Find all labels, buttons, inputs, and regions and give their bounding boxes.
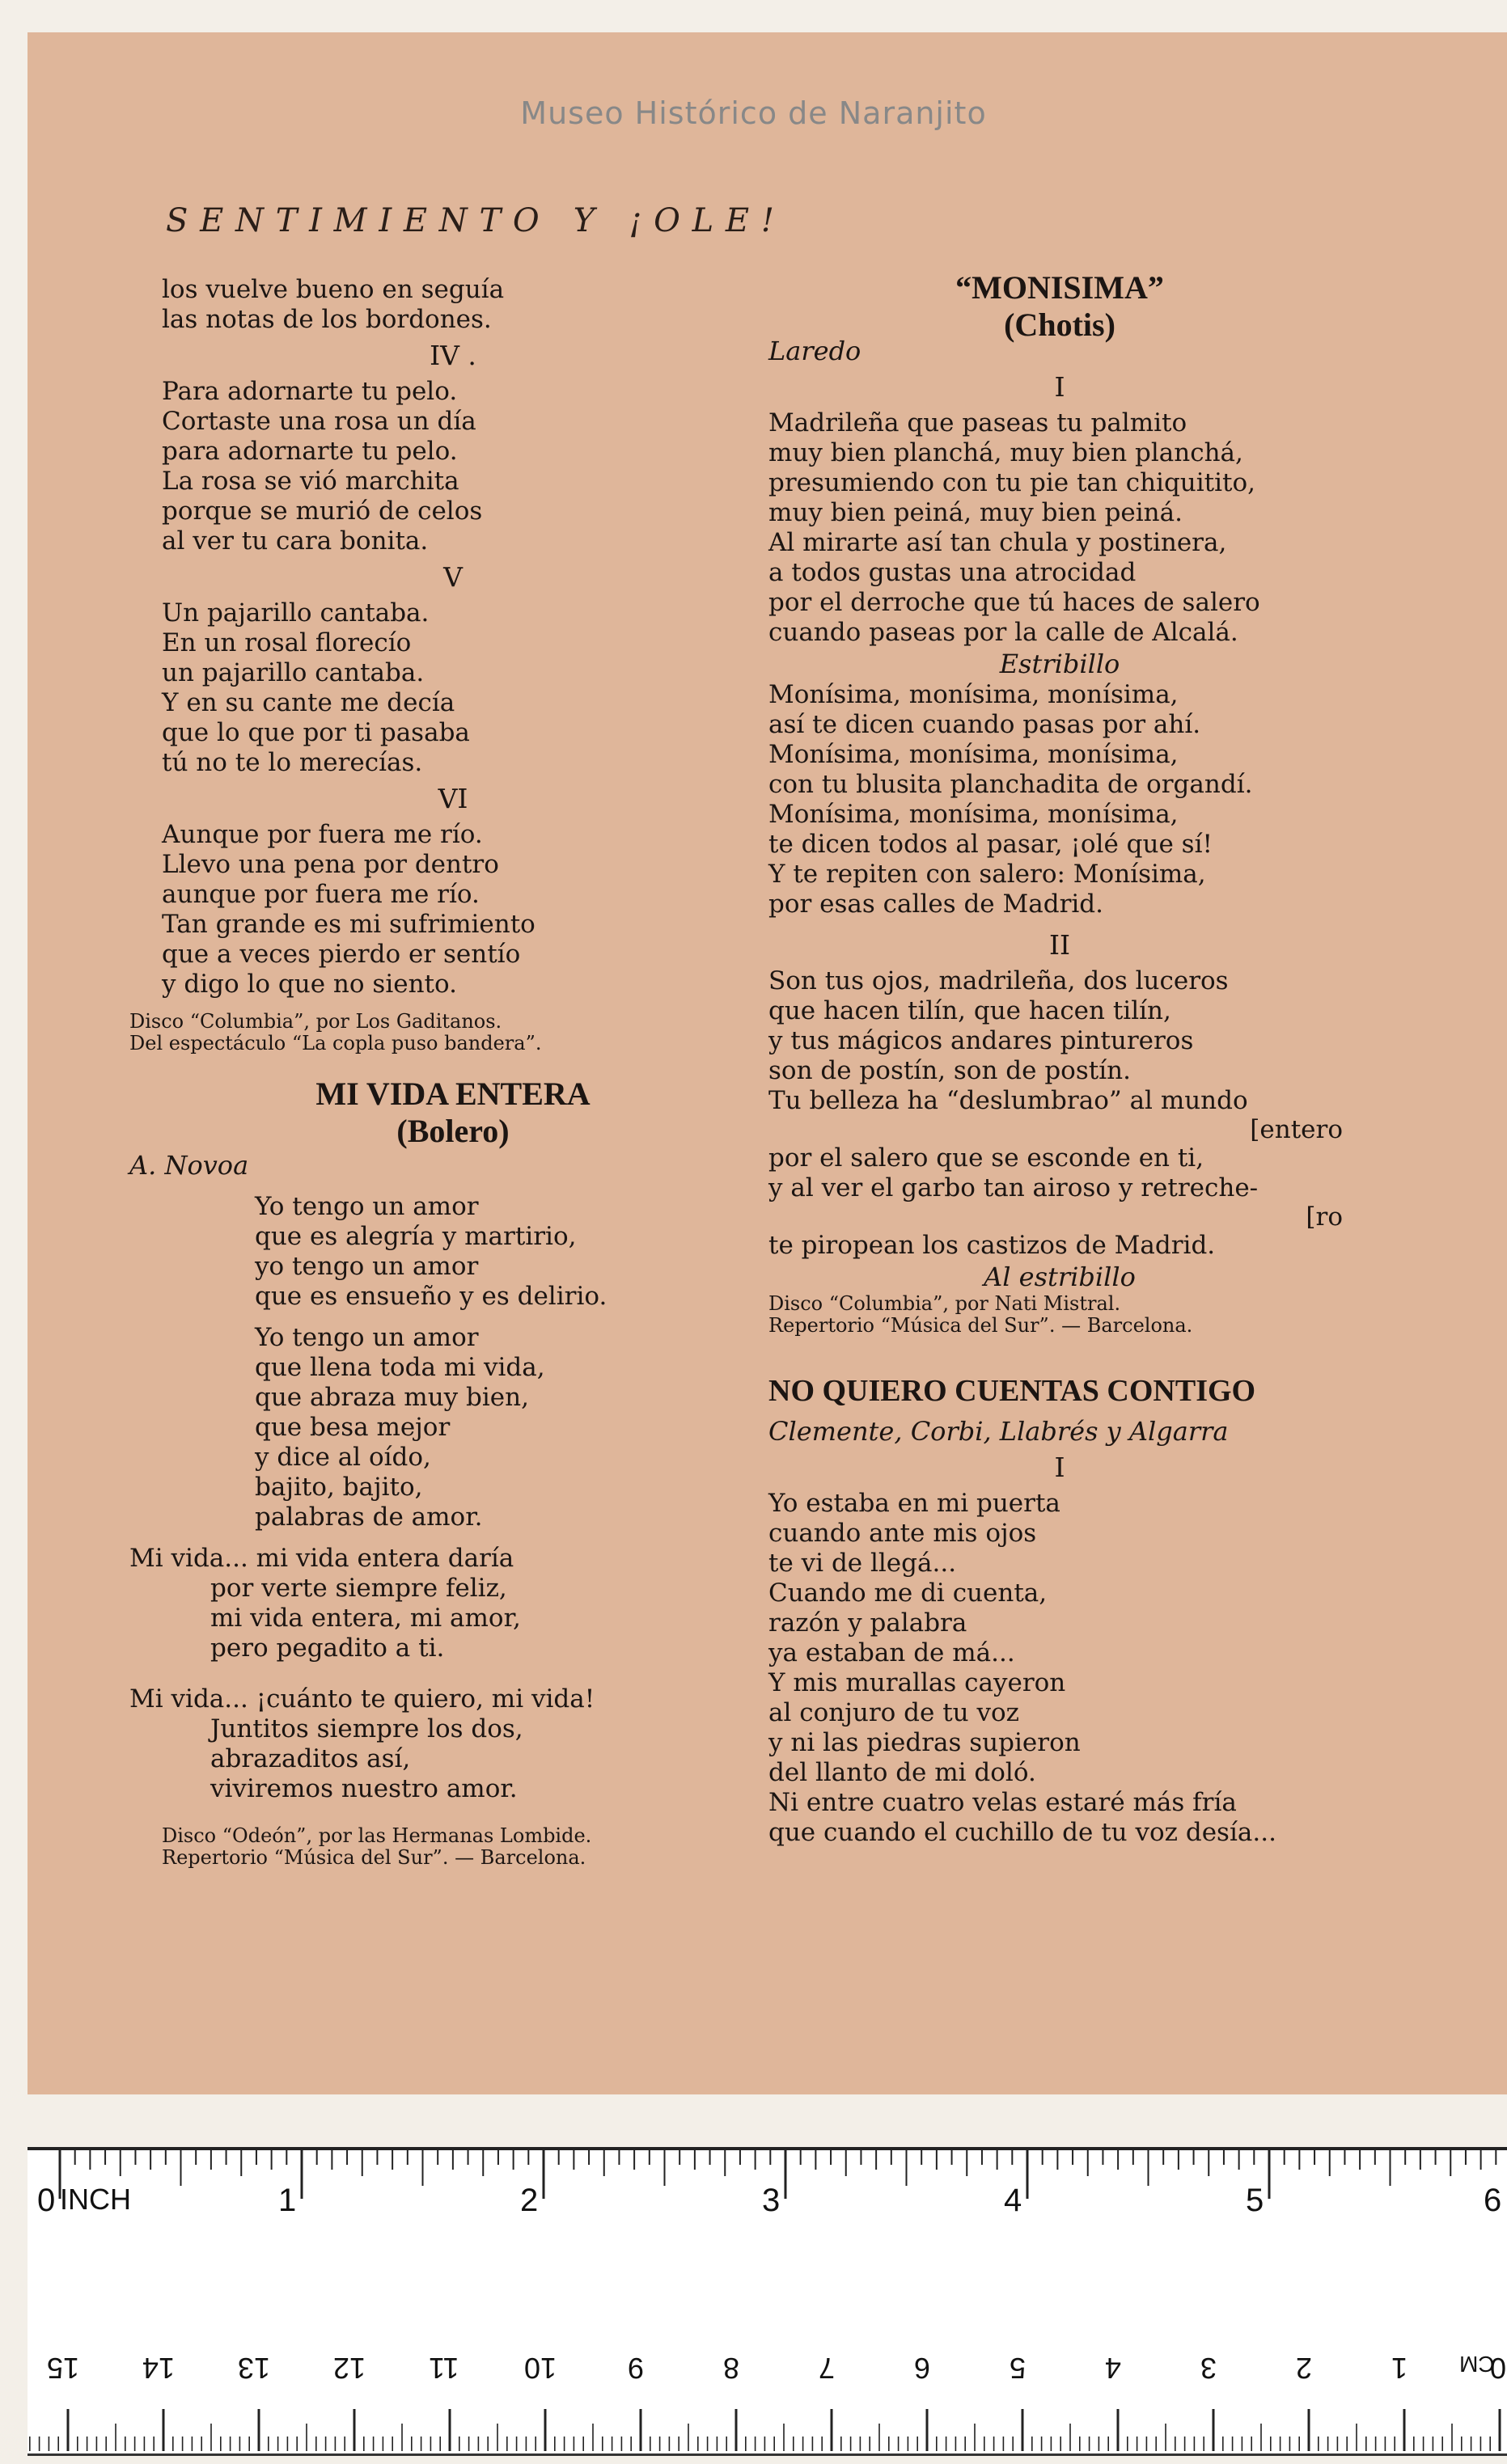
song-author: A. Novoa — [129, 1150, 249, 1181]
cm-label: CM — [1459, 2352, 1495, 2377]
cm-number: 5 — [1010, 2352, 1027, 2385]
verse-line: Yo tengo un amor — [255, 1192, 479, 1221]
cm-number: 15 — [47, 2352, 80, 2385]
inch-number: 4 — [1004, 2183, 1022, 2218]
verse-line: Aunque por fuera me río. — [162, 820, 483, 849]
bracket-continuation: [ro — [1306, 1202, 1343, 1232]
verse-line: Tu belleza ha “deslumbrao” al mundo — [768, 1086, 1248, 1115]
credit-line: Disco “Columbia”, por Nati Mistral. — [768, 1292, 1121, 1315]
verse-line: Y te repiten con salero: Monísima, — [768, 860, 1206, 889]
verse-line: y al ver el garbo tan airoso y retreche- — [768, 1173, 1259, 1202]
verse-line: Yo tengo un amor — [255, 1323, 479, 1352]
song-subtitle: (Bolero) — [396, 1113, 510, 1149]
verse-line: palabras de amor. — [255, 1502, 483, 1532]
verse-line: las notas de los bordones. — [162, 305, 492, 334]
verse-line: que es ensueño y es delirio. — [255, 1282, 607, 1311]
left-column — [129, 275, 744, 1869]
verse-line: Monísima, monísima, monísima, — [768, 740, 1179, 769]
inch-number: 6 — [1484, 2183, 1502, 2218]
inch-number: 2 — [520, 2183, 539, 2218]
verse-line: los vuelve bueno en seguía — [162, 275, 505, 304]
verse-line: así te dicen cuando pasas por ahí. — [768, 710, 1201, 739]
song-title: NO QUIERO CUENTAS CONTIGO — [768, 1374, 1256, 1408]
chorus — [768, 680, 1351, 919]
cm-number: 1 — [1391, 2352, 1408, 2385]
inch-label: INCH — [60, 2183, 131, 2216]
verse-line: razón y palabra — [768, 1608, 967, 1638]
intro-stanza — [162, 275, 744, 335]
cm-number: 3 — [1200, 2352, 1217, 2385]
verse-2 — [162, 1323, 744, 1532]
record-credit — [162, 1825, 744, 1869]
verse-line: Y mis murallas cayeron — [768, 1668, 1066, 1697]
verse-2 — [768, 966, 1351, 1261]
verse-line: mi vida entera, mi amor, — [210, 1604, 521, 1633]
verse-line: Ni entre cuatro velas estaré más fría — [768, 1788, 1237, 1817]
verse-line: Mi vida... ¡cuánto te quiero, mi vida! — [129, 1684, 595, 1714]
stanza-numeral: IV . — [430, 340, 476, 371]
stanza-v — [162, 598, 744, 778]
verse-line: te vi de llegá... — [768, 1549, 957, 1578]
chorus-1 — [129, 1544, 744, 1663]
credit-line: Repertorio “Música del Sur”. — Barcelona. — [162, 1846, 586, 1869]
verse-line: por el salero que se esconde en ti, — [768, 1143, 1204, 1173]
cm-number: 11 — [429, 2352, 459, 2385]
verse-line: Cortaste una rosa un día — [162, 407, 476, 436]
verse-line: que cuando el cuchillo de tu voz desía... — [768, 1818, 1276, 1847]
verse-line: Juntitos siempre los dos, — [210, 1714, 523, 1743]
cm-number: 14 — [142, 2352, 176, 2385]
credit-line: Disco “Columbia”, por Los Gaditanos. — [129, 1010, 502, 1033]
verse-line: por el derroche que tú haces de salero — [768, 588, 1260, 617]
verse-line: muy bien peiná, muy bien peiná. — [768, 498, 1183, 527]
verse-line: y tus mágicos andares pintureros — [768, 1026, 1194, 1055]
verse-line: Para adornarte tu pelo. — [162, 377, 458, 406]
verse-line: yo tengo un amor — [255, 1252, 479, 1281]
verse-line: que a veces pierdo er sentío — [162, 940, 521, 969]
song-title: MI VIDA ENTERA — [315, 1076, 591, 1112]
record-credit — [129, 1011, 744, 1054]
stanza-numeral: II — [1048, 929, 1071, 961]
song-author: Laredo — [768, 336, 861, 366]
cm-number: 9 — [628, 2352, 645, 2385]
verse-line: al ver tu cara bonita. — [162, 526, 429, 556]
verse-line: viviremos nuestro amor. — [210, 1774, 518, 1803]
al-estribillo: Al estribillo — [984, 1262, 1136, 1292]
verse-line: al conjuro de tu voz — [768, 1698, 1019, 1727]
verse-line: bajito, bajito, — [255, 1473, 423, 1502]
verse-line: un pajarillo cantaba. — [162, 658, 425, 687]
verse-1 — [768, 408, 1351, 648]
verse-line: Un pajarillo cantaba. — [162, 598, 430, 628]
credit-line: Disco “Odeón”, por las Hermanas Lombide. — [162, 1824, 592, 1847]
song-subtitle: (Chotis) — [1004, 306, 1115, 343]
verse-line: muy bien planchá, muy bien planchá, — [768, 438, 1243, 467]
verse-line: Cuando me di cuenta, — [768, 1579, 1048, 1608]
verse-line: que llena toda mi vida, — [255, 1353, 545, 1382]
record-credit — [768, 1293, 1351, 1337]
verse-line: y ni las piedras supieron — [768, 1728, 1081, 1757]
verse-line: a todos gustas una atrocidad — [768, 558, 1137, 587]
verse-line: Madrileña que paseas tu palmito — [768, 408, 1187, 437]
verse-line: que hacen tilín, que hacen tilín, — [768, 996, 1171, 1025]
verse-line: por esas calles de Madrid. — [768, 890, 1104, 919]
verse-line: ya estaban de má... — [768, 1638, 1015, 1667]
verse-line: Son tus ojos, madrileña, dos luceros — [768, 966, 1229, 995]
verse-line: te piropean los castizos de Madrid. — [768, 1231, 1216, 1260]
inch-number: 5 — [1246, 2183, 1264, 2218]
verse-line: del llanto de mi doló. — [768, 1758, 1036, 1787]
cm-number: 0 — [1490, 2352, 1507, 2385]
verse-line: cuando ante mis ojos — [768, 1519, 1037, 1548]
cm-number: 7 — [819, 2352, 836, 2385]
inch-number: 3 — [762, 2183, 781, 2218]
verse-line: que besa mejor — [255, 1413, 451, 1442]
verse-line: porque se murió de celos — [162, 497, 483, 526]
verse-line: En un rosal florecío — [162, 628, 412, 657]
cm-number: 10 — [524, 2352, 557, 2385]
bracket-continuation: [entero — [1250, 1115, 1343, 1144]
stanza-vi — [162, 820, 744, 1000]
running-head: S E N T I M I E N T O Y ¡ O L E ! — [166, 202, 775, 239]
verse-line: abrazaditos así, — [210, 1744, 411, 1773]
verse-line: Llevo una pena por dentro — [162, 850, 499, 879]
verse-line: Al mirarte así tan chula y postinera, — [768, 528, 1227, 557]
stanza-numeral: I — [1054, 1452, 1065, 1483]
song-title: “MONISIMA” — [955, 269, 1164, 306]
inch-number: 0 — [37, 2183, 56, 2218]
stanza-numeral: I — [1054, 371, 1065, 403]
verse-line: Monísima, monísima, monísima, — [768, 800, 1179, 829]
verse-line: La rosa se vió marchita — [162, 467, 459, 496]
inch-number: 1 — [278, 2183, 297, 2218]
cm-number: 12 — [333, 2352, 366, 2385]
cm-number: 4 — [1105, 2352, 1122, 2385]
verse-line: que es alegría y martirio, — [255, 1222, 577, 1251]
verse-line: pero pegadito a ti. — [210, 1634, 445, 1663]
song-authors: Clemente, Corbi, Llabrés y Algarra — [768, 1416, 1229, 1447]
credit-line: Del espectáculo “La copla puso bandera”. — [129, 1032, 542, 1054]
verse-line: Yo estaba en mi puerta — [768, 1489, 1060, 1518]
verse-line: presumiendo con tu pie tan chiquitito, — [768, 468, 1256, 497]
chorus-2 — [129, 1684, 744, 1804]
verse-line: aunque por fuera me río. — [162, 880, 480, 909]
estribillo-heading: Estribillo — [999, 649, 1120, 679]
cm-number: 6 — [914, 2352, 931, 2385]
verse-line: te dicen todos al pasar, ¡olé que sí! — [768, 830, 1213, 859]
stanza-numeral: V — [443, 561, 463, 593]
verse-line: y dice al oído, — [255, 1443, 431, 1472]
credit-line: Repertorio “Música del Sur”. — Barcelona. — [768, 1314, 1193, 1337]
measuring-ruler — [28, 2147, 1507, 2456]
cm-number: 8 — [723, 2352, 740, 2385]
watermark: Museo Histórico de Naranjito — [520, 95, 987, 131]
verse-line: y digo lo que no siento. — [162, 970, 457, 999]
verse-1 — [768, 1489, 1351, 1848]
verse-line: cuando paseas por la calle de Alcalá. — [768, 618, 1238, 647]
verse-line: Mi vida... mi vida entera daría — [129, 1544, 514, 1573]
cm-number: 13 — [238, 2352, 271, 2385]
verse-1 — [162, 1192, 744, 1312]
verse-line: Monísima, monísima, monísima, — [768, 680, 1179, 709]
verse-line: para adornarte tu pelo. — [162, 437, 458, 466]
verse-line: tú no te lo merecías. — [162, 748, 423, 777]
verse-line: con tu blusita planchadita de organdí. — [768, 770, 1253, 799]
stanza-numeral: VI — [438, 783, 468, 814]
verse-line: que lo que por ti pasaba — [162, 718, 470, 747]
right-column — [768, 269, 1351, 1848]
verse-line: Tan grande es mi sufrimiento — [162, 910, 535, 939]
verse-line: que abraza muy bien, — [255, 1383, 529, 1412]
verse-line: son de postín, son de postín. — [768, 1056, 1131, 1085]
verse-line: por verte siempre feliz, — [210, 1574, 507, 1603]
cm-number: 2 — [1296, 2352, 1313, 2385]
stanza-iv — [162, 377, 744, 556]
verse-line: Y en su cante me decía — [162, 688, 455, 717]
